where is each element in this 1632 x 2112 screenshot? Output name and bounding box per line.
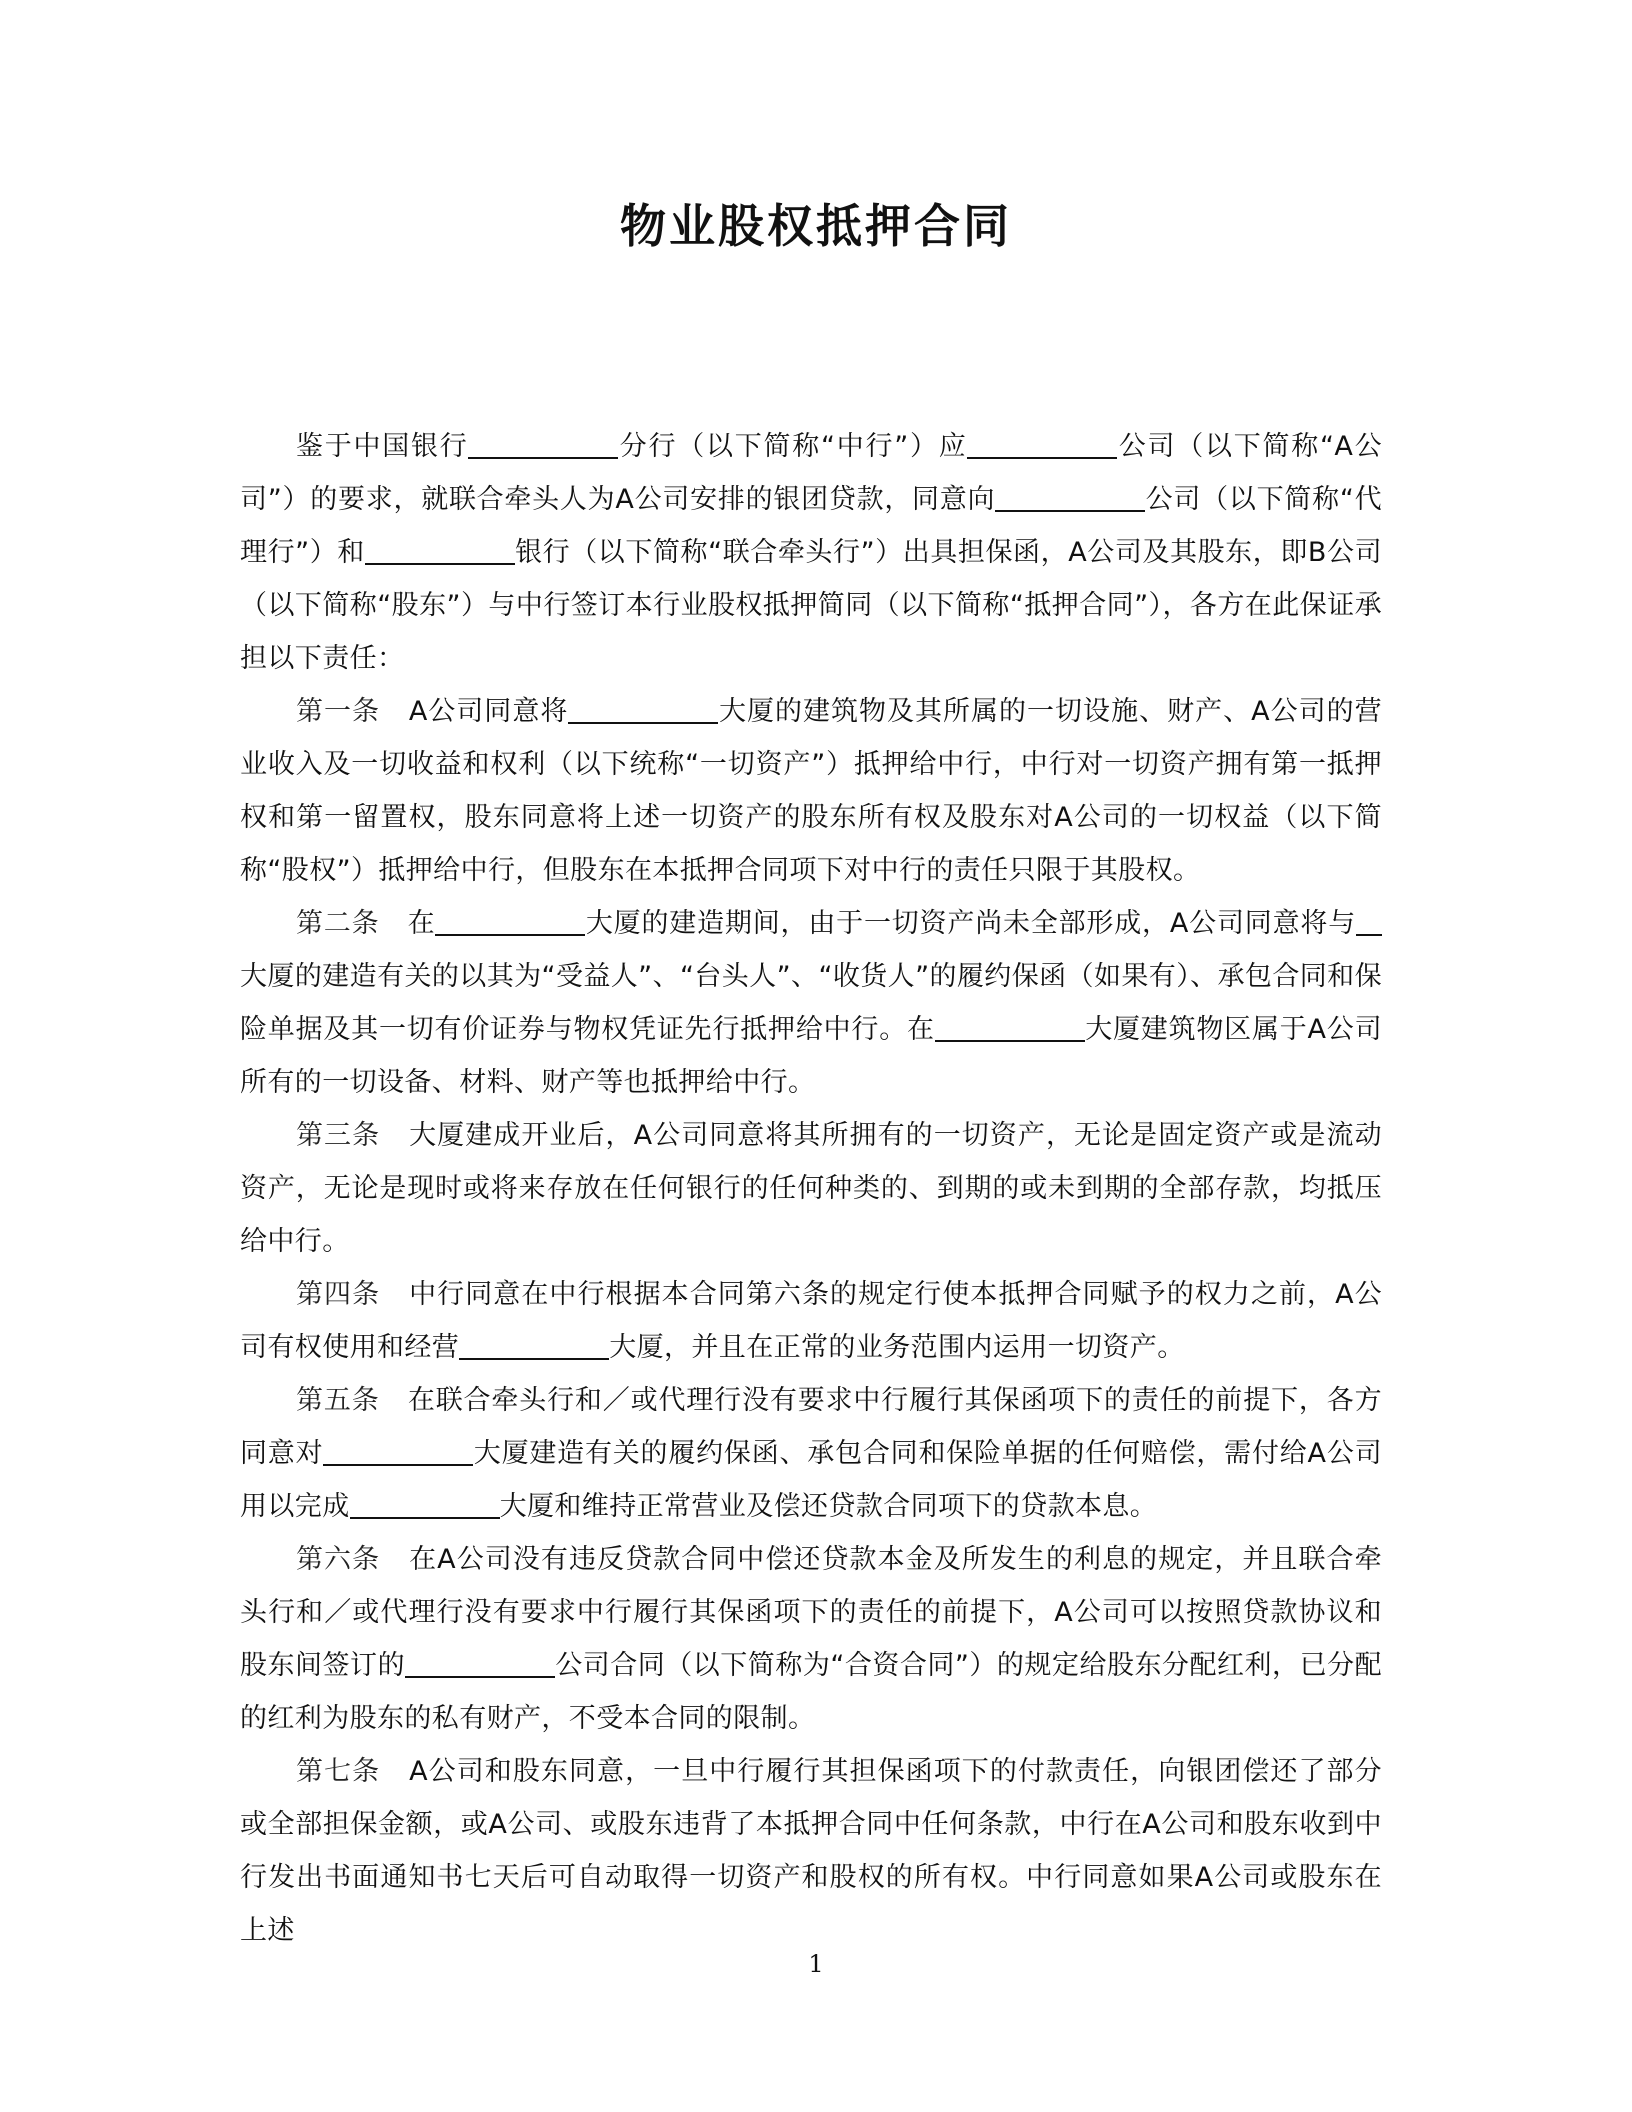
- document-body: [240, 420, 1382, 1957]
- blank-line: [1356, 904, 1382, 936]
- article-7-paragraph: [240, 1745, 1382, 1957]
- page-number: 1: [808, 1950, 824, 1978]
- article-2-label: 第二条: [296, 908, 380, 939]
- preamble-text-2: 分行（以下简称“中行”）应: [618, 431, 968, 462]
- document-title: 物业股权抵押合同: [620, 199, 1012, 253]
- article-3-text-1: 大厦建成开业后，A公司同意将其所拥有的一切资产，无论是固定资产或是流动资产，无论是现时或将来存放在任何银行的任何种类的、到期的或未到期的全部存款，均抵压给中行。: [240, 1120, 1383, 1257]
- article-1-text-2: 大厦的建筑物及其所属的一切设施、财产、A公司的营业收入及一切收益和权利（以下统称“一切资产”）抵押给中行，中行对一切资产拥有第一抵押权和第一留置权，股东同意将上述一切资产的股东所有权及股东对A公司的一切权益（以下简称“股权”）抵押给中行，但股东在本抵押合同项下对中行的责任只限于其股权。: [240, 696, 1383, 886]
- article-1-label: 第一条: [296, 696, 381, 727]
- blank-line: [568, 692, 718, 724]
- article-6-label: 第六条: [296, 1544, 381, 1575]
- article-5-paragraph: [240, 1374, 1382, 1533]
- article-2-text-4: 大厦建筑物区属于A公司所有的一切设备、材料、财产等也抵押给中行。: [240, 1014, 1382, 1098]
- article-2-text-1: 在: [407, 908, 436, 939]
- blank-line: [365, 533, 515, 565]
- preamble-text-4: 公司（以下简称“代理行”）和: [240, 484, 1382, 568]
- article-4-label: 第四条: [296, 1279, 381, 1310]
- preamble-text-5: 银行（以下简称“联合牵头行”）出具担保函，A公司及其股东，即B公司（以下简称“股东”）与中行签订本行业股权抵押简同（以下简称“抵押合同”），各方在此保证承担以下责任：: [240, 537, 1382, 674]
- article-3-label: 第三条: [296, 1120, 381, 1151]
- preamble-text-1: 鉴于中国银行: [296, 431, 469, 462]
- blank-line: [435, 904, 585, 936]
- article-4-text-1: 中行同意在中行根据本合同第六条的规定行使本抵押合同赋予的权力之前，A公司有权使用和经营: [240, 1279, 1383, 1363]
- article-1-paragraph: [240, 685, 1382, 897]
- blank-line: [468, 427, 618, 459]
- article-1-text-1: A公司同意将: [408, 696, 569, 727]
- article-2-text-2: 大厦的建造期间，由于一切资产尚未全部形成，A公司同意将与: [585, 908, 1357, 939]
- article-5-text-3: 大厦和维持正常营业及偿还贷款合同项下的贷款本息。: [499, 1491, 1158, 1522]
- preamble-paragraph: [240, 420, 1382, 685]
- blank-line: [967, 427, 1117, 459]
- article-3-paragraph: [240, 1109, 1382, 1268]
- blank-line: [323, 1434, 473, 1466]
- article-6-text-1: 在A公司没有违反贷款合同中偿还贷款本金及所发生的利息的规定，并且联合牵头行和／或代理行没有要求中行履行其保函项下的责任的前提下，A公司可以按照贷款协议和股东间签订的: [240, 1544, 1383, 1681]
- blank-line: [995, 480, 1145, 512]
- article-4-text-2: 大厦，并且在正常的业务范围内运用一切资产。: [609, 1332, 1185, 1363]
- article-5-text-2: 大厦建造有关的履约保函、承包合同和保险单据的任何赔偿，需付给A公司用以完成: [240, 1438, 1383, 1522]
- article-7-label: 第七条: [296, 1756, 381, 1787]
- blank-line: [935, 1010, 1085, 1042]
- article-6-paragraph: [240, 1533, 1382, 1745]
- article-4-paragraph: [240, 1268, 1382, 1374]
- blank-line: [405, 1646, 555, 1678]
- blank-line: [350, 1487, 500, 1519]
- article-7-text-1: A公司和股东同意，一旦中行履行其担保函项下的付款责任，向银团偿还了部分或全部担保金额，或A公司、或股东违背了本抵押合同中任何条款，中行在A公司和股东收到中行发出书面通知书七天后可自动取得一切资产和股权的所有权。中行同意如果A公司或股东在上述: [240, 1756, 1383, 1946]
- article-6-text-2: 公司合同（以下简称为“合资合同”）的规定给股东分配红利，已分配的红利为股东的私有财产，不受本合同的限制。: [240, 1650, 1383, 1734]
- article-5-text-1: 在联合牵头行和／或代理行没有要求中行履行其保函项下的责任的前提下，各方同意对: [240, 1385, 1383, 1469]
- blank-line: [459, 1328, 609, 1360]
- article-5-label: 第五条: [296, 1385, 380, 1416]
- article-2-paragraph: [240, 897, 1382, 1109]
- article-2-text-3: 大厦的建造有关的以其为“受益人”、“台头人”、“收货人”的履约保函（如果有）、承包合同和保险单据及其一切有价证券与物权凭证先行抵押给中行。在: [240, 961, 1382, 1045]
- preamble-text-3: 公司（以下简称“A公司”）的要求，就联合牵头人为A公司安排的银团贷款，同意向: [240, 431, 1382, 515]
